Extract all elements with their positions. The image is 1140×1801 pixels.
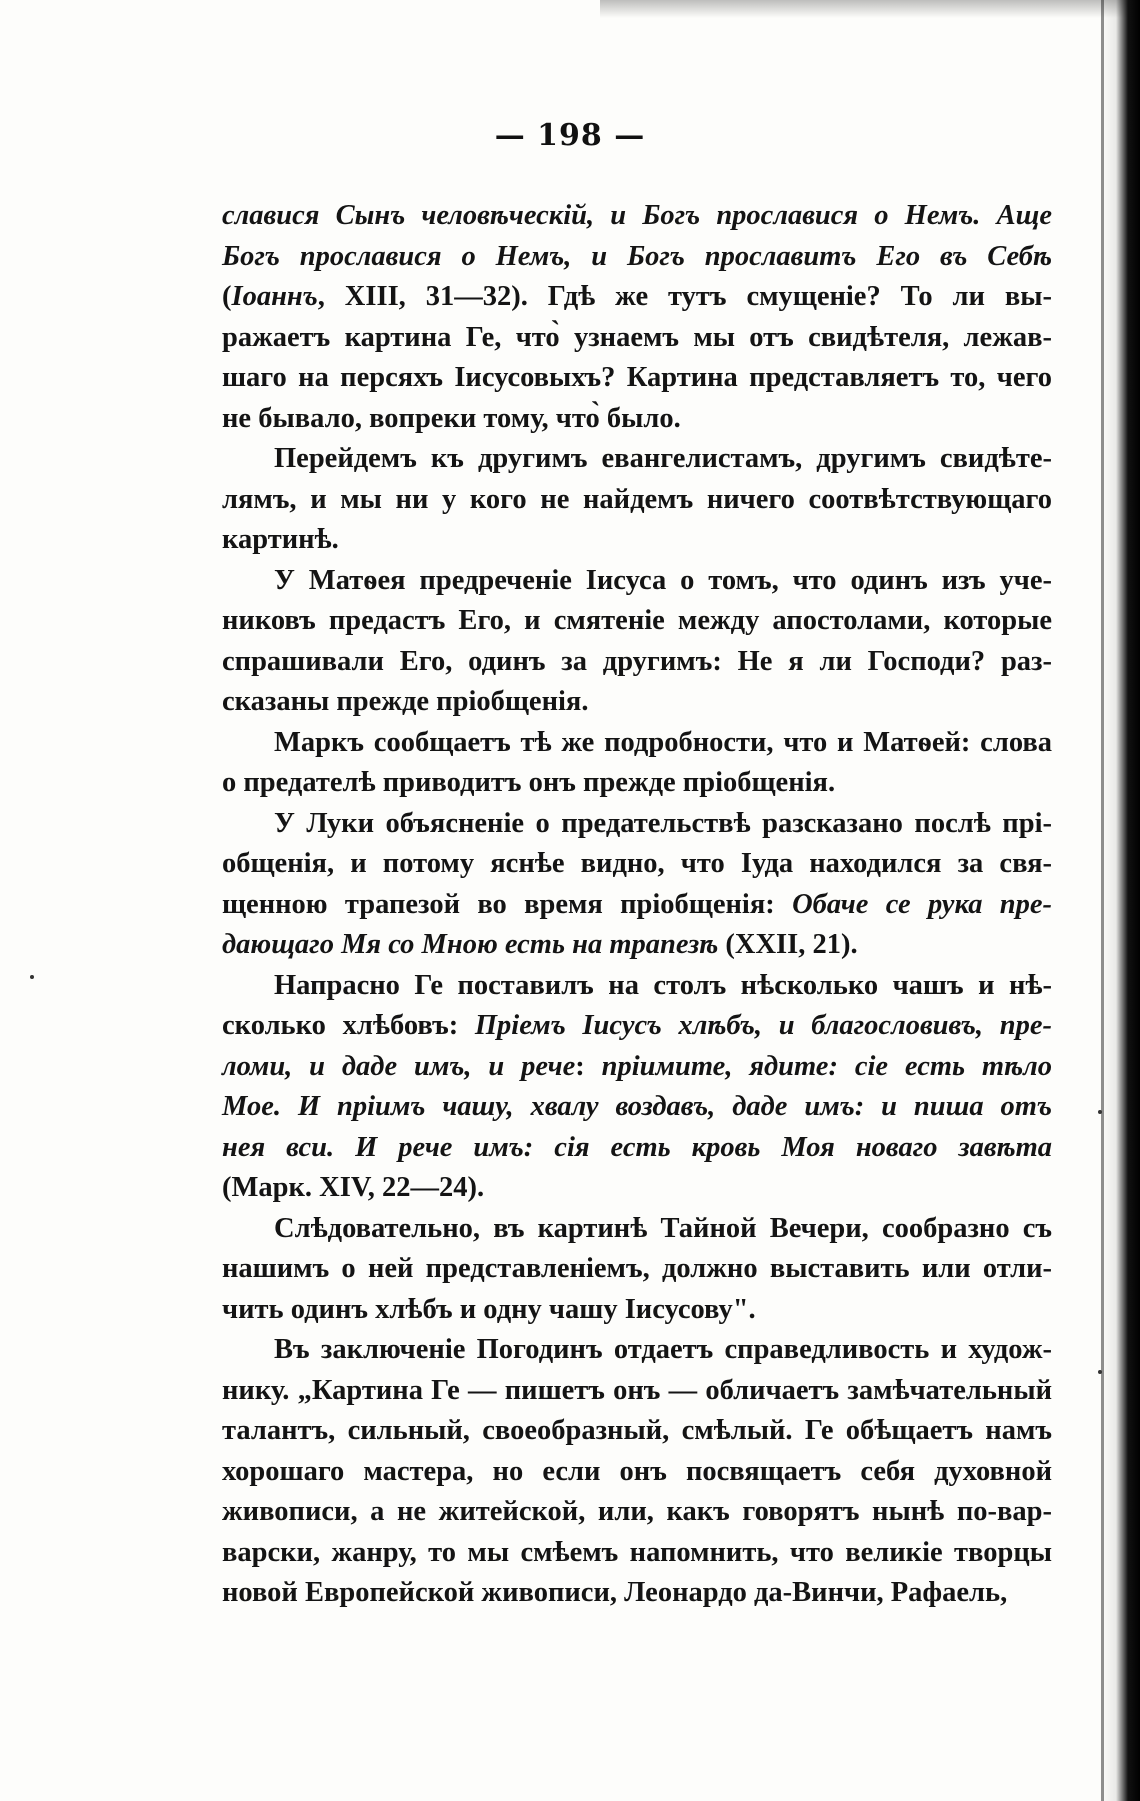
text-line	[222, 966, 1052, 1007]
text-segment: Въ заключеніе Погодинъ отдаетъ справедливость и худож-	[274, 1334, 1052, 1365]
text-line	[222, 1533, 1052, 1574]
text-segment: новой Европейской живописи, Леонардо да-Винчи, Рафаель,	[222, 1577, 1008, 1608]
text-line	[222, 1452, 1052, 1493]
text-segment: шаго на персяхъ Іисусовыхъ? Картина представляетъ то, чего	[222, 362, 1052, 393]
margin-speck	[1098, 1110, 1102, 1114]
text-line	[222, 237, 1052, 278]
text-line	[222, 196, 1052, 237]
text-line	[222, 480, 1052, 521]
text-line	[222, 561, 1052, 602]
italic-text: дающаго Мя со Мною есть на трапезѣ	[222, 929, 719, 960]
text-segment: щенною трапезой во время пріобщенія:	[222, 888, 793, 920]
scan-edge-line	[1101, 0, 1104, 1801]
text-line	[222, 1087, 1052, 1128]
text-line	[222, 804, 1052, 845]
text-segment: спрашивали Его, одинъ за другимъ: Не я ли Господи? раз-	[222, 645, 1052, 677]
text-line	[222, 277, 1052, 318]
margin-speck	[1098, 1370, 1102, 1374]
italic-text: Іоаннъ	[231, 281, 318, 312]
paragraph	[222, 561, 1052, 723]
paragraph	[222, 1330, 1052, 1614]
italic-text: нея вси. И рече имъ: сія есть кровь Моя новаго завѣта	[222, 1131, 1052, 1163]
paragraph	[222, 1209, 1052, 1331]
text-segment: талантъ, сильный, своеобразный, смѣлый. Ге обѣщаетъ намъ	[222, 1415, 1052, 1446]
paragraph	[222, 966, 1052, 1209]
italic-text: Богъ прославися о Немъ, и Богъ прославитъ Его въ Себѣ	[222, 240, 1052, 272]
text-line	[222, 1411, 1052, 1452]
text-line	[222, 1006, 1052, 1047]
text-line	[222, 642, 1052, 683]
text-line	[222, 1573, 1052, 1614]
text-segment: У Луки объясненіе о предательствѣ разсказано послѣ прі-	[274, 807, 1052, 839]
italic-text: Мое. И пріимъ чашу, хвалу воздавъ, даде имъ: и пиша отъ	[222, 1091, 1052, 1122]
text-line	[222, 399, 1052, 440]
scan-shadow-top	[600, 0, 1140, 18]
text-segment: живописи, а не житейской, или, какъ говорятъ нынѣ по-вар-	[222, 1496, 1052, 1527]
body-text	[222, 196, 1052, 1614]
text-segment: сказаны прежде пріобщенія.	[222, 686, 589, 717]
text-line	[222, 1492, 1052, 1533]
italic-text: ломи, и даде имъ, и рече	[222, 1050, 576, 1082]
text-segment: (Марк. XIV, 22—24).	[222, 1172, 485, 1203]
italic-text: пріимите, ядите: сіе есть тѣло	[601, 1050, 1052, 1082]
text-segment: :	[575, 1050, 602, 1082]
text-line	[222, 358, 1052, 399]
text-line	[222, 723, 1052, 764]
text-segment: сколько хлѣбовъ:	[222, 1010, 475, 1041]
text-line	[222, 1128, 1052, 1169]
text-line	[222, 601, 1052, 642]
text-segment: никовъ предастъ Его, и смятеніе между апостолами, которые	[222, 605, 1052, 636]
text-segment: У Матѳея предреченіе Іисуса о томъ, что одинъ изъ уче-	[274, 564, 1052, 596]
paragraph	[222, 804, 1052, 966]
text-line	[222, 1330, 1052, 1371]
text-line	[222, 439, 1052, 480]
text-line	[222, 682, 1052, 723]
text-line	[222, 520, 1052, 561]
text-segment: Маркъ сообщаетъ тѣ же подробности, что и Матѳей: слова	[274, 726, 1052, 758]
text-segment: не бывало, вопреки тому, что̀ было.	[222, 402, 681, 434]
text-segment: общенія, и потому яснѣе видно, что Іуда находился за свя-	[222, 848, 1052, 879]
text-segment: (XXII, 21).	[718, 929, 858, 960]
text-segment: варски, жанру, то мы смѣемъ напомнить, что великіе творцы	[222, 1536, 1052, 1568]
scan-edge-right	[1100, 0, 1140, 1801]
text-line	[222, 885, 1052, 926]
text-segment: Слѣдовательно, въ картинѣ Тайной Вечери, сообразно съ	[274, 1212, 1052, 1244]
text-line	[222, 1047, 1052, 1088]
text-segment: нашимъ о ней представленіемъ, должно выставить или отли-	[222, 1253, 1052, 1284]
text-segment: лямъ, и мы ни у кого не найдемъ ничего соотвѣтствующаго	[222, 483, 1052, 515]
italic-text: Пріемъ Іисусъ хлѣбъ, и благословивъ, пре-	[474, 1010, 1052, 1041]
text-line	[222, 1290, 1052, 1331]
text-line	[222, 925, 1052, 966]
text-segment: нику. „Картина Ге — пишетъ онъ — обличаетъ замѣчательный	[222, 1374, 1052, 1406]
text-line	[222, 763, 1052, 804]
text-segment: , XIII, 31—32). Гдѣ же тутъ смущеніе? То ли вы-	[317, 281, 1052, 312]
text-segment: Напрасно Ге поставилъ на столъ нѣсколько чашъ и нѣ-	[274, 969, 1052, 1001]
text-line	[222, 1209, 1052, 1250]
text-line	[222, 1371, 1052, 1412]
paragraph	[222, 439, 1052, 561]
text-line	[222, 1249, 1052, 1290]
paragraph	[222, 196, 1052, 439]
text-line	[222, 318, 1052, 359]
text-segment: ражаетъ картина Ге, что̀ узнаемъ мы отъ свидѣтеля, лежав-	[222, 321, 1052, 353]
page-number: — 198 —	[494, 118, 646, 153]
text-segment: чить одинъ хлѣбъ и одну чашу Іисусову".	[222, 1293, 756, 1325]
text-segment: Перейдемъ къ другимъ евангелистамъ, другимъ свидѣте-	[274, 443, 1052, 474]
text-segment: хорошаго мастера, но если онъ посвящаетъ себя духовной	[222, 1455, 1052, 1487]
paragraph	[222, 723, 1052, 804]
margin-speck	[30, 975, 34, 979]
text-segment: о предателѣ приводитъ онъ прежде пріобщенія.	[222, 767, 836, 798]
text-line	[222, 844, 1052, 885]
italic-text: Обаче се рука пре-	[792, 888, 1053, 920]
text-line	[222, 1168, 1052, 1209]
text-segment: картинѣ.	[222, 524, 339, 555]
text-segment: (	[222, 281, 232, 312]
italic-text: славися Сынъ человѣческій, и Богъ прославися о Немъ. Аще	[222, 200, 1052, 231]
